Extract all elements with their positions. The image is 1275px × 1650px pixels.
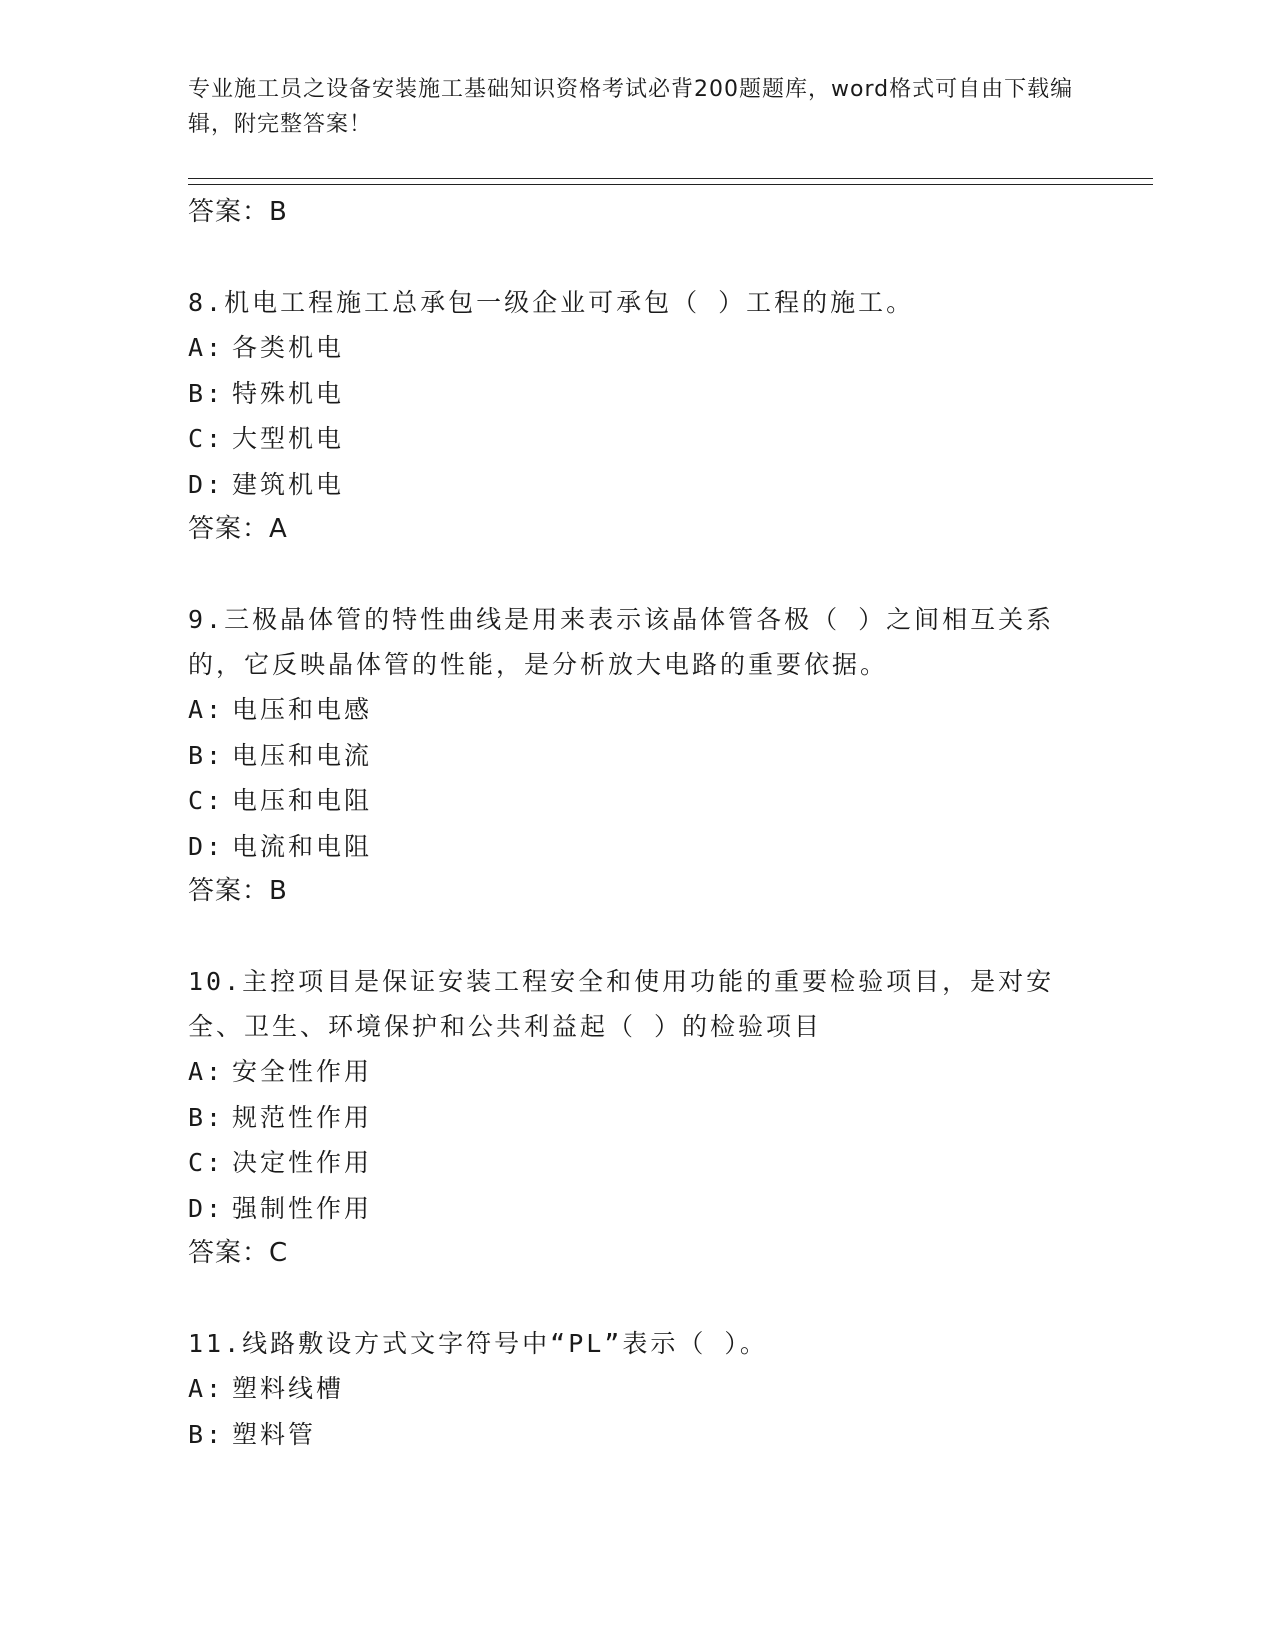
answer-value: B <box>269 197 288 227</box>
option-c <box>188 778 1088 824</box>
question-list <box>188 190 1088 1457</box>
answer-label: 答案： <box>188 514 270 544</box>
option-d <box>188 824 1088 870</box>
option-text: 各类机电 <box>232 333 345 362</box>
answer-label: 答案： <box>188 197 270 227</box>
option-a <box>188 687 1088 733</box>
answer-line <box>188 507 1088 551</box>
option-c <box>188 416 1088 462</box>
option-letter: B: <box>188 740 225 770</box>
option-text: 塑料线槽 <box>232 1374 345 1403</box>
option-a <box>188 1049 1088 1095</box>
answer-value: C <box>269 1238 289 1268</box>
option-letter: B: <box>188 378 225 408</box>
question-text: 10.主控项目是保证安装工程安全和使用功能的重要检验项目，是对安全、卫生、环境保护和公共利益起（ ）的检验项目 <box>188 967 1055 1041</box>
option-text: 规范性作用 <box>232 1102 373 1132</box>
option-letter: D: <box>188 469 225 499</box>
header-divider-bottom <box>188 184 1153 185</box>
option-text: 建筑机电 <box>232 469 345 499</box>
question-text: 8.机电工程施工总承包一级企业可承包（ ）工程的施工。 <box>188 288 915 317</box>
option-text: 安全性作用 <box>232 1057 373 1086</box>
option-letter: A: <box>188 333 225 362</box>
option-text: 塑料管 <box>232 1419 317 1449</box>
option-letter: B: <box>188 1419 225 1449</box>
option-b <box>188 1412 1088 1458</box>
question-text: 11.线路敷设方式文字符号中“PL”表示（ ）。 <box>188 1329 768 1358</box>
option-a <box>188 1366 1088 1412</box>
option-text: 电压和电感 <box>232 695 373 724</box>
option-a <box>188 325 1088 371</box>
header-divider-top <box>188 178 1153 179</box>
option-text: 电压和电阻 <box>232 786 373 815</box>
answer-line <box>188 869 1088 913</box>
option-letter: C: <box>188 786 225 815</box>
question-text: 9.三极晶体管的特性曲线是用来表示该晶体管各极（ ）之间相互关系的，它反映晶体管的性能，是分析放大电路的重要依据。 <box>188 605 1055 679</box>
option-b <box>188 1095 1088 1141</box>
answer-value: A <box>269 514 288 544</box>
option-text: 大型机电 <box>232 424 345 453</box>
answer-value: B <box>269 876 288 906</box>
option-text: 决定性作用 <box>232 1148 373 1177</box>
option-text: 强制性作用 <box>232 1193 373 1223</box>
option-d <box>188 462 1088 508</box>
option-text: 电压和电流 <box>232 740 373 770</box>
option-letter: C: <box>188 1148 225 1177</box>
document-title: 专业施工员之设备安装施工基础知识资格考试必背200题题库，word格式可自由下载编辑，附完整答案！ <box>188 77 1074 137</box>
option-b <box>188 371 1088 417</box>
option-letter: D: <box>188 831 225 861</box>
option-letter: C: <box>188 424 225 453</box>
answer-label: 答案： <box>188 1238 270 1268</box>
document-header <box>188 72 1088 142</box>
option-letter: A: <box>188 695 225 724</box>
answer-line <box>188 1231 1088 1275</box>
option-letter: A: <box>188 1374 225 1403</box>
option-text: 电流和电阻 <box>232 831 373 861</box>
option-b <box>188 733 1088 779</box>
option-letter: B: <box>188 1102 225 1132</box>
option-letter: D: <box>188 1193 225 1223</box>
option-d <box>188 1186 1088 1232</box>
answer-line <box>188 190 1088 234</box>
option-letter: A: <box>188 1057 225 1086</box>
option-c <box>188 1140 1088 1186</box>
answer-label: 答案： <box>188 876 270 906</box>
option-text: 特殊机电 <box>232 378 345 408</box>
